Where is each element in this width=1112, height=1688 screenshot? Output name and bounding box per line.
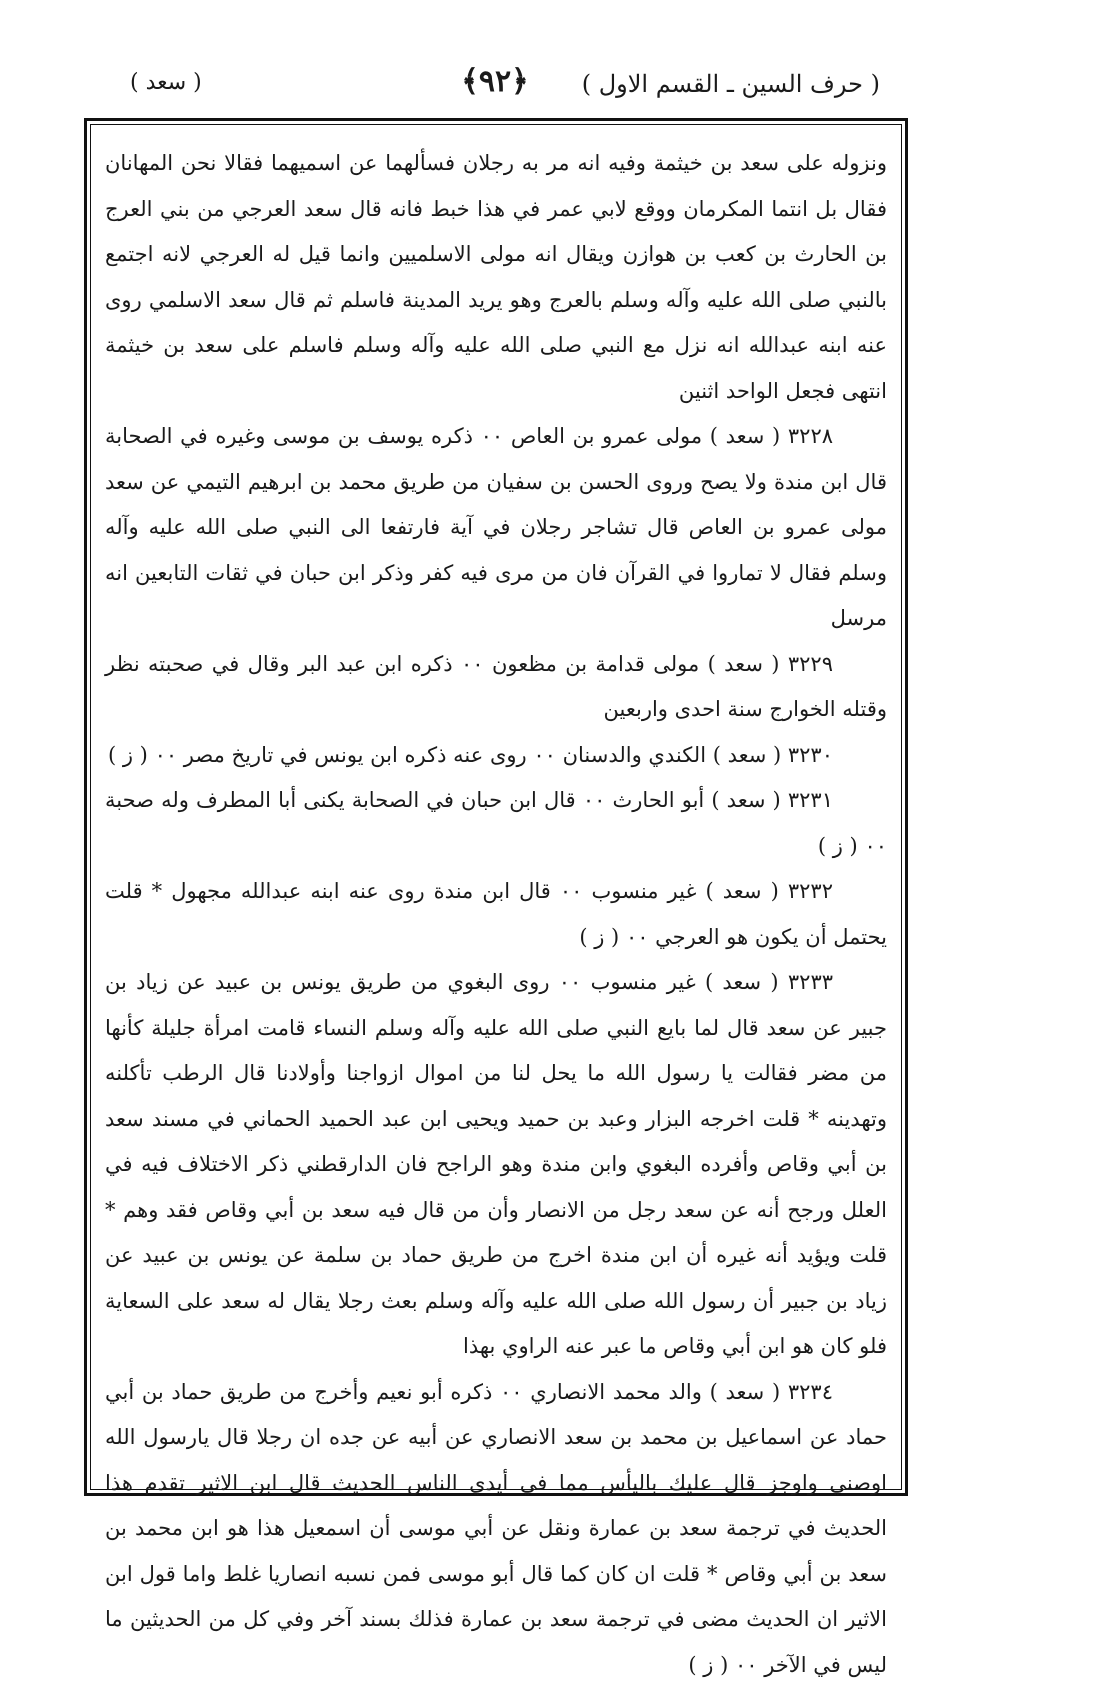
text-body [90, 124, 902, 1490]
entry-3228: ٣٢٢٨ ( سعد ) مولى عمرو بن العاص ٠٠ ذكره يوسف بن موسى وغيره في الصحابة قال ابن مندة ولا يصح وروى الحسن بن سفيان من طريق محمد بن ابرهيم التيمي عن سعد مولى عمرو بن العاص قال تشاجر رجلان في آية فارتفعا الى النبي صلى الله عليه وآله وسلم فقال لا تماروا في القرآن فان من مرى فيه كفر وذكر ابن حبان في ثقات التابعين انه مرسل [105, 414, 887, 642]
paragraph-continuation: ونزوله على سعد بن خيثمة وفيه انه مر به رجلان فسألهما عن اسميهما فقالا نحن المهانان فقال بل انتما المكرمان ووقع لابي عمر في هذا خبط فانه قال سعد العرجي من بني العرج بن الحارث بن كعب بن هوازن ويقال انه مولى الاسلميين وانما قيل له العرجي لانه اجتمع بالنبي صلى الله عليه وآله وسلم بالعرج وهو يريد المدينة فاسلم ثم قال سعد الاسلمي روى عنه ابنه عبدالله انه نزل مع النبي صلى الله عليه وآله وسلم فاسلم على سعد بن خيثمة انتهى فجعل الواحد اثنين [105, 141, 887, 414]
entry-3234: ٣٢٣٤ ( سعد ) والد محمد الانصاري ٠٠ ذكره أبو نعيم وأخرج من طريق حماد بن أبي حماد عن اسماعيل بن محمد بن سعد الانصاري عن أبيه عن جده ان رجلا قال يارسول الله اوصني واوجز قال عليك باليأس مما في أيدي الناس الحديث قال ابن الاثير تقدم هذا الحديث في ترجمة سعد بن عمارة ونقل عن أبي موسى أن اسمعيل هذا هو ابن محمد بن سعد بن أبي وقاص * قلت ان كان كما قال أبو موسى فمن نسبه انصاريا غلط واما قول ابن الاثير ان الحديث مضى في ترجمة سعد بن عمارة فذلك بسند آخر وفي كل من الحديثين ما ليس في الآخر ٠٠ ( ز ) [105, 1370, 887, 1688]
entry-3231: ٣٢٣١ ( سعد ) أبو الحارث ٠٠ قال ابن حبان في الصحابة يكنى أبا المطرف وله صحبة ٠٠ ( ز ) [105, 778, 887, 869]
entry-3230: ٣٢٣٠ ( سعد ) الكندي والدسنان ٠٠ روى عنه ذكره ابن يونس في تاريخ مصر ٠٠ ( ز ) [105, 733, 887, 779]
running-title: ( حرف السين ـ القسم الاول ) [582, 70, 880, 98]
entry-keyword: ( سعد ) [130, 70, 202, 95]
page-number: ﴿٩٢﴾ [461, 64, 528, 99]
entry-3229: ٣٢٢٩ ( سعد ) مولى قدامة بن مظعون ٠٠ ذكره ابن عبد البر وقال في صحبته نظر وقتله الخوارج سنة احدى واربعين [105, 642, 887, 733]
page-header [110, 62, 880, 112]
text-frame [84, 118, 908, 1496]
entry-3232: ٣٢٣٢ ( سعد ) غير منسوب ٠٠ قال ابن مندة روى عنه ابنه عبدالله مجهول * قلت يحتمل أن يكون هو العرجي ٠٠ ( ز ) [105, 869, 887, 960]
entry-3233: ٣٢٣٣ ( سعد ) غير منسوب ٠٠ روى البغوي من طريق يونس بن عبيد عن زياد بن جبير عن سعد قال لما بايع النبي صلى الله عليه وآله وسلم النساء قامت امرأة جليلة كأنها من مضر فقالت يا رسول الله ما يحل لنا من اموال ازواجنا وأولادنا قال الرطب تأكلنه وتهدينه * قلت اخرجه البزار وعبد بن حميد ويحيى ابن عبد الحميد الحماني في مسند سعد بن أبي وقاص وأفرده البغوي وابن مندة وهو الراجح فان الدارقطني ذكر الاختلاف فيه في العلل ورجح أنه عن سعد رجل من الانصار وأن من قال فيه سعد بن أبي وقاص فقد وهم * قلت ويؤيد أنه غيره أن ابن مندة اخرج من طريق حماد بن سلمة عن يونس بن عبيد عن زياد بن جبير أن رسول الله صلى الله عليه وآله وسلم بعث رجلا يقال له سعد على السعاية فلو كان هو ابن أبي وقاص ما عبر عنه الراوي بهذا [105, 960, 887, 1370]
